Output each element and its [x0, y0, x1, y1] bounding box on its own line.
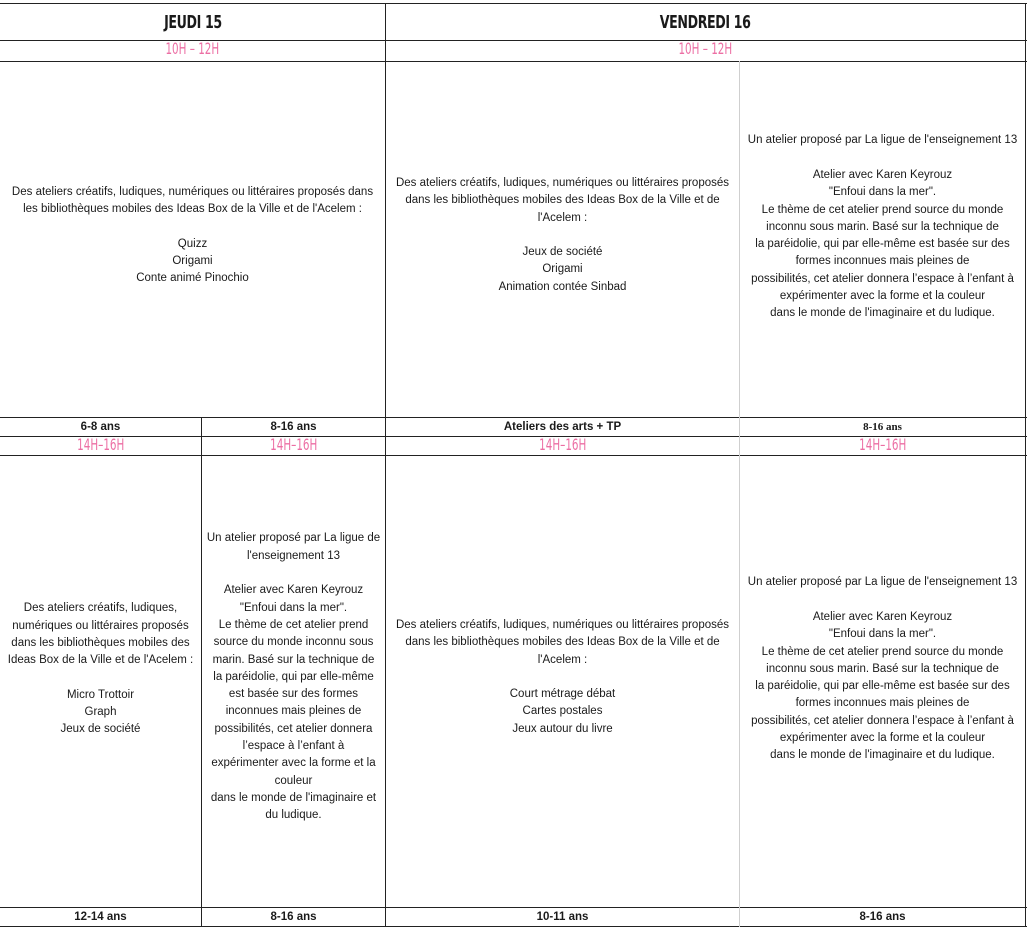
time-label: 14H–16H: [76, 435, 125, 454]
workshop-thursday-afternoon-right: [202, 456, 385, 907]
workshop-description: Des ateliers créatifs, ludiques, numériques ou littéraires proposés dans les bibliothèques mobiles des Ideas Box de la Ville et de l'Acelem : Court métrage débat Cartes postales Jeux autour du livre: [395, 618, 730, 735]
time-slot-thursday-morning: [0, 41, 385, 61]
time-label: 14H–16H: [538, 435, 587, 454]
workshop-description: Des ateliers créatifs, ludiques, numériques ou littéraires proposés dans les bibliothèques mobiles des Ideas Box de la Ville et de l'Acelem : Micro Trottoir Graph Jeux de société: [7, 602, 194, 736]
workshop-description: Des ateliers créatifs, ludiques, numériques ou littéraires proposés dans les bibliothèques mobiles des Ideas Box de la Ville et de l'Acelem : Jeux de société Origami Animation contée Sinbad: [395, 176, 730, 293]
workshop-thursday-afternoon-left: [0, 456, 201, 907]
day-title: JEUDI 15: [163, 11, 222, 33]
age-label: 8-16 ans: [270, 911, 317, 923]
time-slot-afternoon: [0, 437, 201, 455]
workshop-description: Un atelier proposé par La ligue de l'enseignement 13 Atelier avec Karen Keyrouz "Enfoui dans la mer". Le thème de cet atelier prend source du monde inconnu sous marin. Basé sur la technique de la paréidolie, qui par elle-même est basée sur des formes inconnues mais pleines de possibilités, cet atelier donnera l’espace à l’enfant à expérimenter avec la forme et la couleur dans le monde de l'imaginaire et du ludique.: [206, 532, 381, 822]
workshop-description: Des ateliers créatifs, ludiques, numériques ou littéraires proposés dans les bibliothèques mobiles des Ideas Box de la Ville et de l'Acelem : Quizz Origami Conte animé Pinochio: [11, 185, 374, 285]
workshop-friday-morning-left: [386, 62, 739, 417]
time-label: 14H–16H: [858, 435, 907, 454]
age-label: 8-16 ans: [270, 421, 317, 433]
age-label: 8-16 ans: [859, 911, 906, 923]
day-header-thursday: [0, 4, 385, 40]
time-slot-afternoon: [386, 437, 739, 455]
workshop-thursday-morning: [0, 62, 385, 417]
workshop-friday-afternoon-left: [386, 456, 739, 907]
age-label: 10-11 ans: [536, 911, 589, 923]
grid-line: [0, 926, 1027, 927]
workshop-friday-afternoon-right: [740, 456, 1025, 907]
time-label: 10H – 12H: [678, 39, 733, 58]
day-header-friday: [386, 4, 1025, 40]
workshop-description: Un atelier proposé par La ligue de l'enseignement 13 Atelier avec Karen Keyrouz "Enfoui dans la mer". Le thème de cet atelier prend source du monde inconnu sous marin. Basé sur la technique de la paréidolie, qui par elle-même est basée sur des formes inconnues mais pleines de possibilités, cet atelier donnera l’espace à l’enfant à expérimenter avec la forme et la couleur dans le monde de l'imaginaire et du ludique.: [747, 134, 1018, 320]
time-label: 10H – 12H: [165, 39, 220, 58]
age-label: 8-16 ans: [863, 421, 902, 433]
time-label: 14H–16H: [269, 435, 318, 454]
age-label: 6-8 ans: [80, 421, 121, 433]
time-slot-afternoon: [202, 437, 385, 455]
grid-line: [1025, 3, 1026, 927]
day-title: VENDREDI 16: [660, 11, 751, 33]
age-label: Ateliers des arts + TP: [503, 421, 622, 433]
time-slot-afternoon: [740, 437, 1025, 455]
age-label: 12-14 ans: [74, 911, 127, 923]
workshop-description: Un atelier proposé par La ligue de l'enseignement 13 Atelier avec Karen Keyrouz "Enfoui dans la mer". Le thème de cet atelier prend source du monde inconnu sous marin. Basé sur la technique de la paréidolie, qui par elle-même est basée sur des formes inconnues mais pleines de possibilités, cet atelier donnera l’espace à l’enfant à expérimenter avec la forme et la couleur dans le monde de l'imaginaire et du ludique.: [747, 576, 1018, 762]
workshop-friday-morning-right: [740, 62, 1025, 417]
time-slot-friday-morning: [386, 41, 1025, 61]
